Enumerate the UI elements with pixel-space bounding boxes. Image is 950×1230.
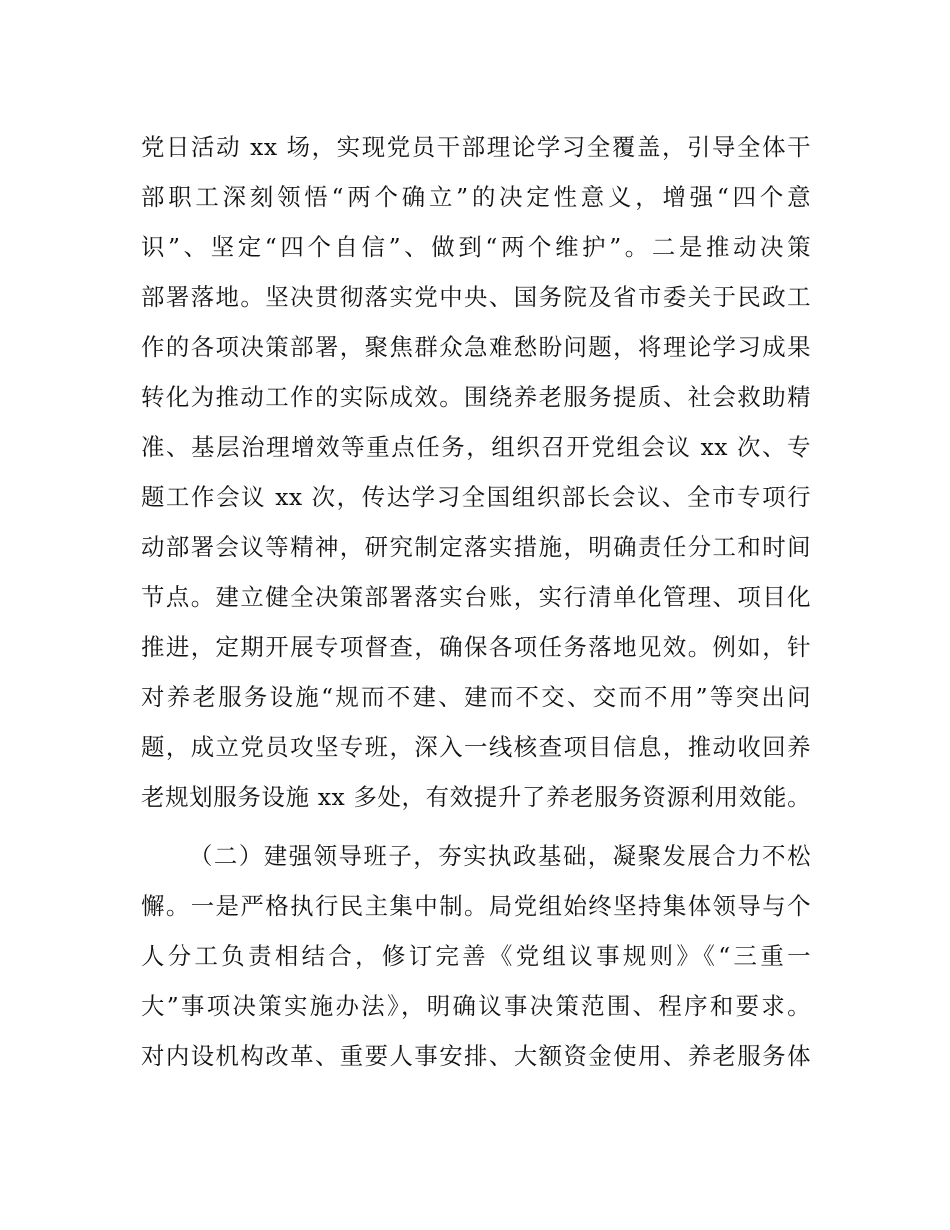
text-line: 题工作会议 xx 次，传达学习全国组织部长会议、全市专项行 <box>141 483 811 511</box>
text-line: 党日活动 xx 场，实现党员干部理论学习全覆盖，引导全体干 <box>141 133 811 161</box>
text-line: 人分工负责相结合，修订完善《党组议事规则》《“三重一 <box>141 942 811 970</box>
text-line: 部署落地。坚决贯彻落实党中央、国务院及省市委关于民政工 <box>141 283 811 311</box>
text-line: 推进，定期开展专项督查，确保各项任务落地见效。例如，针 <box>141 633 811 661</box>
text-line: 大”事项决策实施办法》，明确议事决策范围、程序和要求。 <box>141 992 811 1020</box>
text-line: 转化为推动工作的实际成效。围绕养老服务提质、社会救助精 <box>141 383 811 411</box>
text-line: 老规划服务设施 xx 多处，有效提升了养老服务资源利用效能。 <box>141 783 811 811</box>
paragraph-2 <box>141 831 811 1081</box>
text-line: 对养老服务设施“规而不建、建而不交、交而不用”等突出问 <box>141 683 811 711</box>
paragraph-spacing <box>141 822 811 831</box>
document-page <box>141 122 811 1081</box>
text-line: 作的各项决策部署，聚焦群众急难愁盼问题，将理论学习成果 <box>141 333 811 361</box>
paragraph-1 <box>141 122 811 822</box>
text-line: 部职工深刻领悟“两个确立”的决定性意义，增强“四个意 <box>141 183 811 211</box>
text-line: 懈。一是严格执行民主集中制。局党组始终坚持集体领导与个 <box>141 892 811 920</box>
text-line: 对内设机构改革、重要人事安排、大额资金使用、养老服务体 <box>141 1042 811 1070</box>
section-heading-line: （二）建强领导班子，夯实执政基础，凝聚发展合力不松 <box>189 842 811 870</box>
text-line: 动部署会议等精神，研究制定落实措施，明确责任分工和时间 <box>141 533 811 561</box>
text-line: 准、基层治理增效等重点任务，组织召开党组会议 xx 次、专 <box>141 433 811 461</box>
text-line: 节点。建立健全决策部署落实台账，实行清单化管理、项目化 <box>141 583 811 611</box>
text-line: 识”、坚定“四个自信”、做到“两个维护”。二是推动决策 <box>141 233 811 261</box>
text-line: 题，成立党员攻坚专班，深入一线核查项目信息，推动收回养 <box>141 733 811 761</box>
